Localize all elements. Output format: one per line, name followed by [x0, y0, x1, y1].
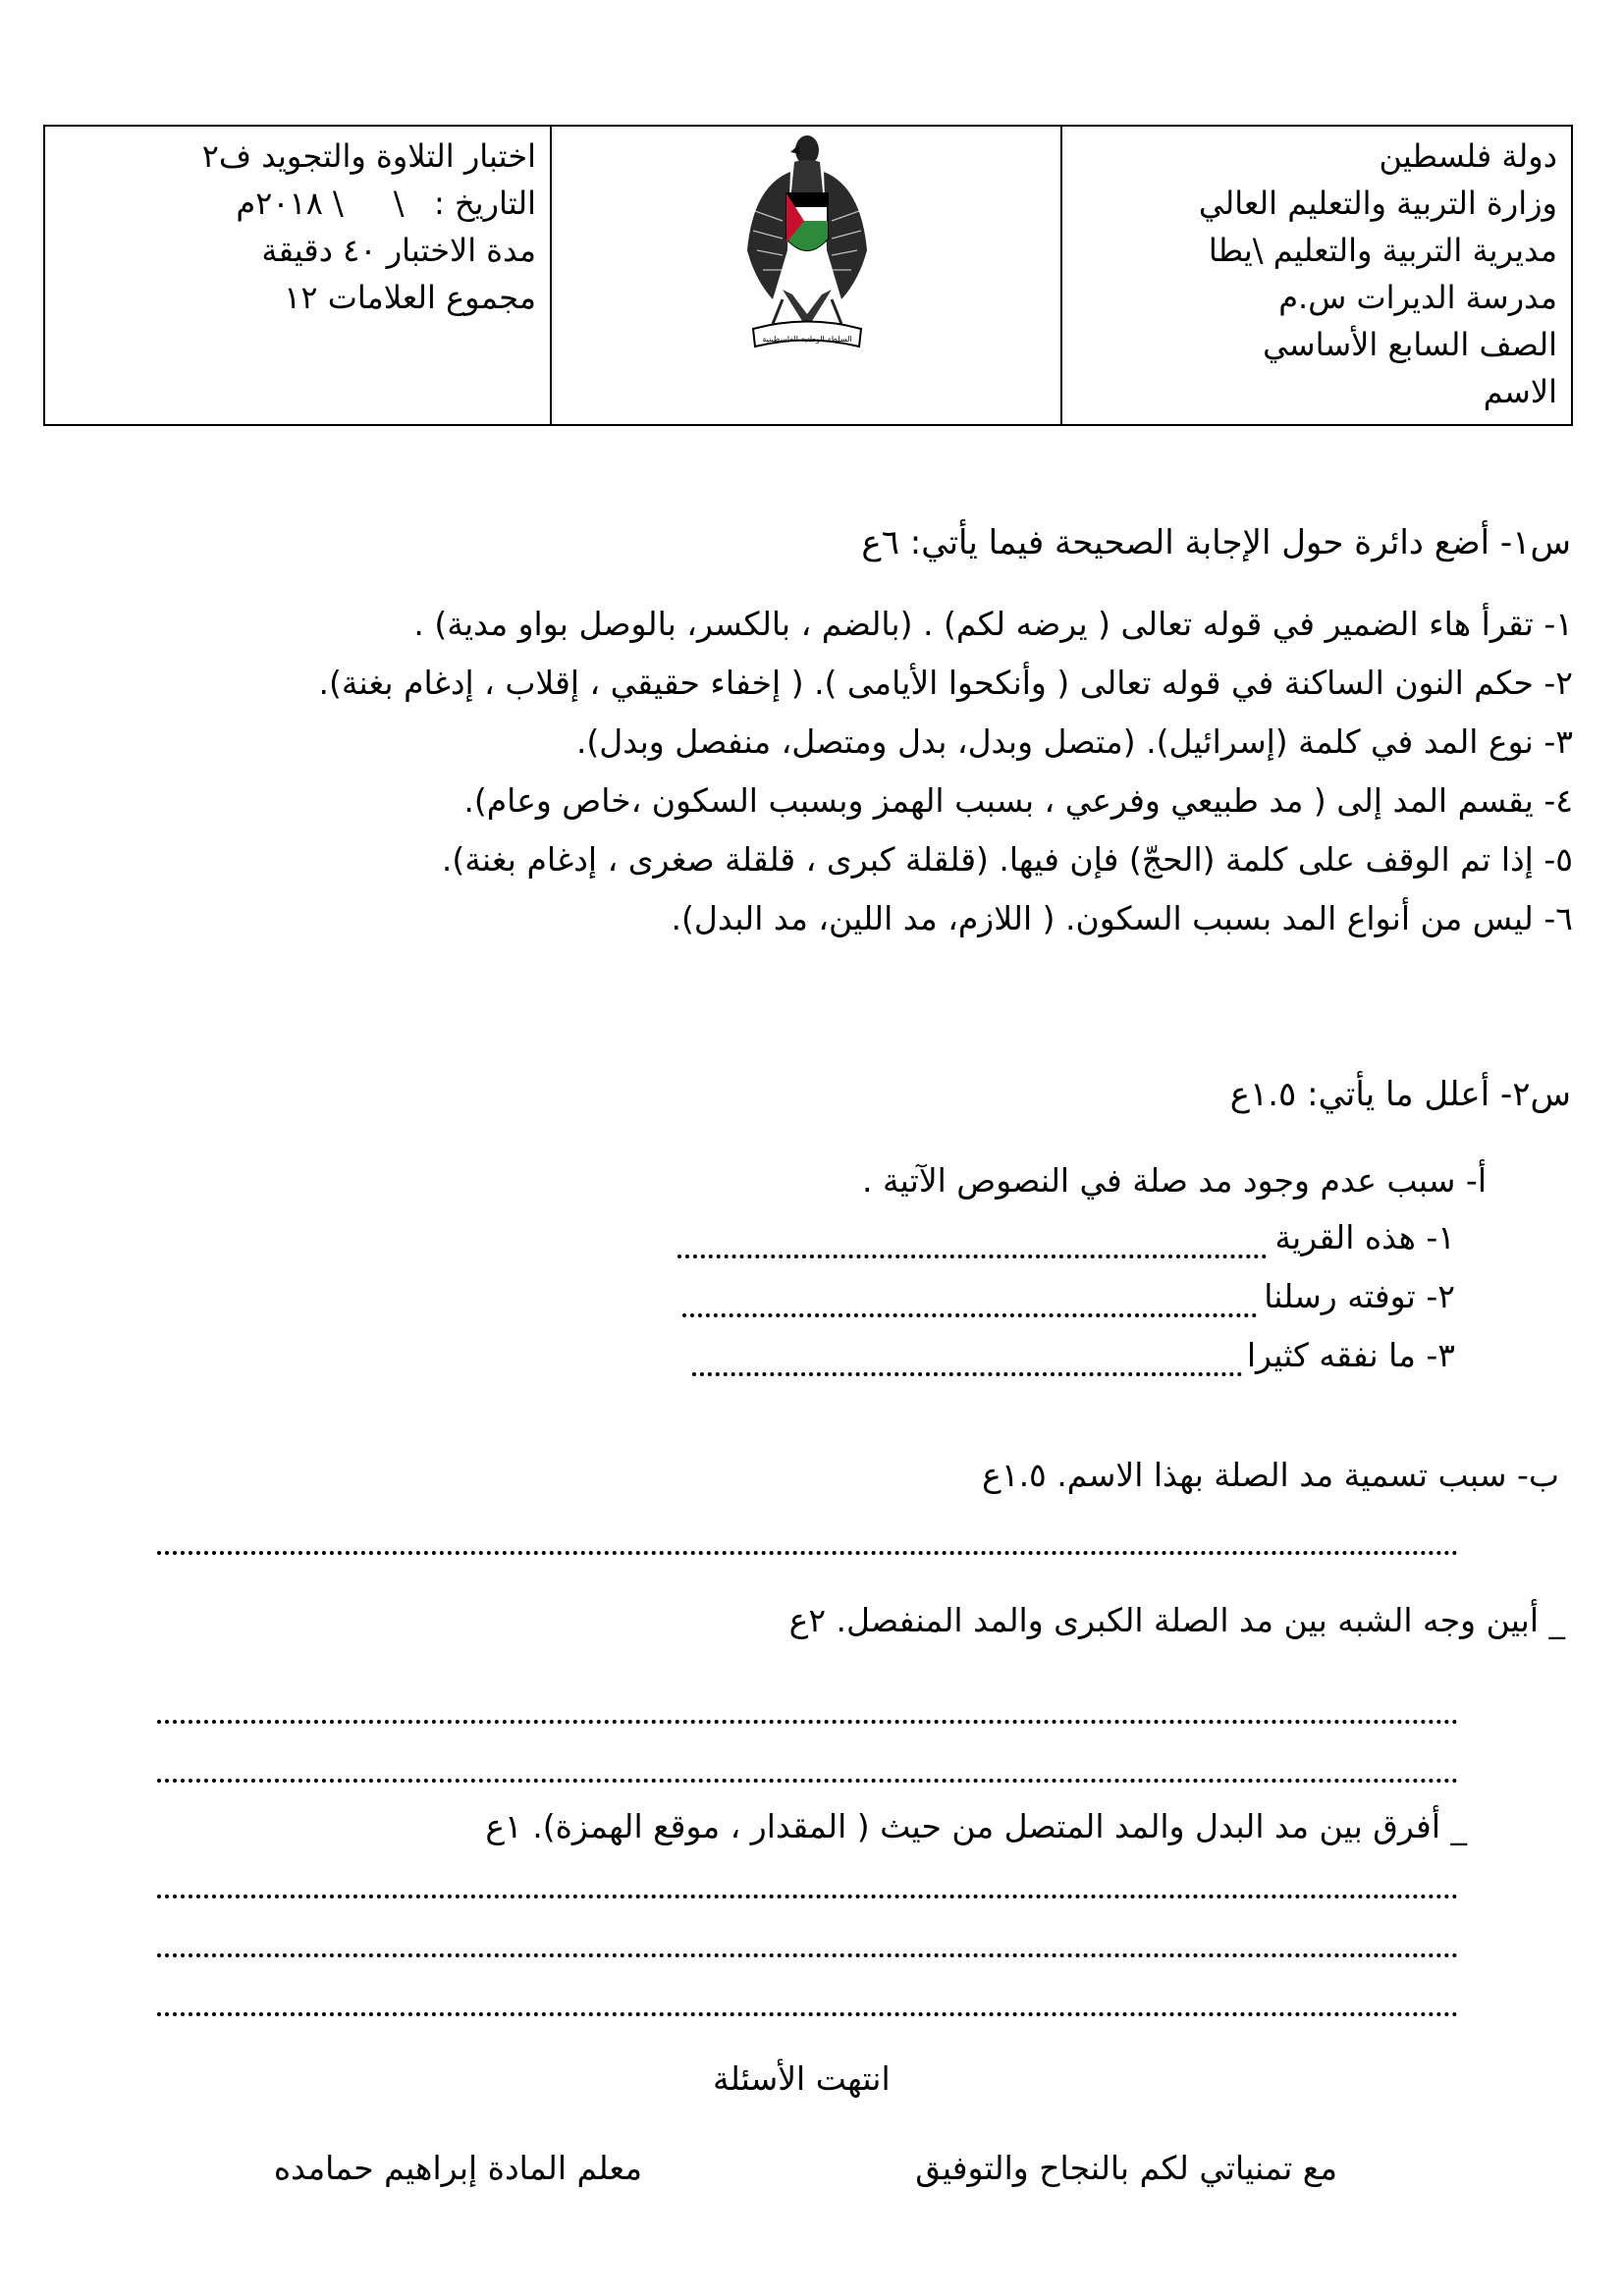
- q1-items: [318, 602, 1573, 955]
- q1-item-3: ٣- نوع المد في كلمة (إسرائيل). (متصل وبدل، بدل ومتصل، منفصل وبدل).: [575, 722, 1573, 761]
- exam-date: التاريخ : \ \ ٢٠١٨م: [236, 185, 536, 222]
- answer-line[interactable]: [157, 1720, 1458, 1724]
- header-school-info: [1060, 127, 1571, 424]
- q2-a-item-2: ٢- توفته رسلنا: [1264, 1277, 1455, 1315]
- exam-title: اختبار التلاوة والتجويد ف٢: [201, 137, 536, 175]
- header-table: [43, 125, 1573, 426]
- q1-item-6: ٦- ليس من أنواع المد بسبب السكون. ( اللازم، مد اللين، مد البدل).: [671, 899, 1573, 937]
- q2-a-item-3: ٣- ما نفقه كثيرا: [1246, 1336, 1455, 1374]
- emblem-caption: السلطة الوطنية الفلسطينية: [762, 335, 852, 344]
- end-of-questions: انتهت الأسئلة: [713, 2059, 891, 2098]
- answer-line[interactable]: [157, 1953, 1458, 1957]
- q2-title: س٢- أعلل ما يأتي: ١.٥ع: [1229, 1075, 1571, 1114]
- header-line-school: مدرسة الديرات س.م: [1278, 279, 1557, 316]
- q2-part-a: أ- سبب عدم وجود مد صلة في النصوص الآتية .: [862, 1161, 1487, 1200]
- exam-duration: مدة الاختبار ٤٠ دقيقة: [261, 232, 536, 269]
- q2-a-item-1: ١- هذه القرية: [1274, 1218, 1455, 1256]
- q2-part-b: ب- سبب تسمية مد الصلة بهذا الاسم. ١.٥ع: [982, 1456, 1559, 1494]
- answer-line[interactable]: [682, 1313, 1257, 1317]
- q1-item-4: ٤- يقسم المد إلى ( مد طبيعي وفرعي ، بسبب الهمز وبسبب السكون ،خاص وعام).: [463, 781, 1573, 820]
- closing-wishes: مع تمنياتي لكم بالنجاح والتوفيق: [915, 2149, 1337, 2187]
- header-line-ministry: وزارة التربية والتعليم العالي: [1198, 185, 1557, 222]
- header-line-name: الاسم: [1483, 373, 1557, 410]
- q2-difference-question: _ أفرق بين مد البدل والمد المتصل من حيث ( المقدار ، موقع الهمزة). ١ع: [485, 1807, 1467, 1845]
- teacher-signature: معلم المادة إبراهيم حمامده: [273, 2149, 642, 2187]
- header-line-state: دولة فلسطين: [1379, 137, 1557, 175]
- answer-line[interactable]: [157, 1551, 1458, 1555]
- answer-line[interactable]: [157, 1895, 1458, 1898]
- q2-similarity-question: _ أبين وجه الشبه بين مد الصلة الكبرى والمد المنفصل. ٢ع: [788, 1601, 1565, 1639]
- header-line-directorate: مديرية التربية والتعليم \يطا: [1208, 232, 1557, 269]
- answer-line[interactable]: [157, 1779, 1458, 1783]
- answer-line[interactable]: [157, 2012, 1458, 2016]
- answer-line[interactable]: [692, 1372, 1242, 1376]
- header-emblem-cell: [550, 127, 1060, 424]
- answer-line[interactable]: [677, 1255, 1267, 1258]
- q1-item-2: ٢- حكم النون الساكنة في قوله تعالى ( وأنكحوا الأيامى ). ( إخفاء حقيقي ، إقلاب ، إدغام بغنة).: [318, 664, 1573, 702]
- palestine-eagle-emblem-icon: [743, 133, 871, 358]
- header-exam-info: [45, 127, 550, 424]
- q1-item-5: ٥- إذا تم الوقف على كلمة (الحجّ) فإن فيها. (قلقلة كبرى ، قلقلة صغرى ، إدغام بغنة).: [441, 840, 1573, 879]
- q1-item-1: ١- تقرأ هاء الضمير في قوله تعالى ( يرضه لكم) . (بالضم ، بالكسر، بالوصل بواو مدية) .: [413, 605, 1573, 643]
- header-line-grade: الصف السابع الأساسي: [1263, 326, 1557, 363]
- q1-title: س١- أضع دائرة حول الإجابة الصحيحة فيما يأتي: ٦ع: [861, 523, 1571, 562]
- exam-total-marks: مجموع العلامات ١٢: [284, 279, 536, 316]
